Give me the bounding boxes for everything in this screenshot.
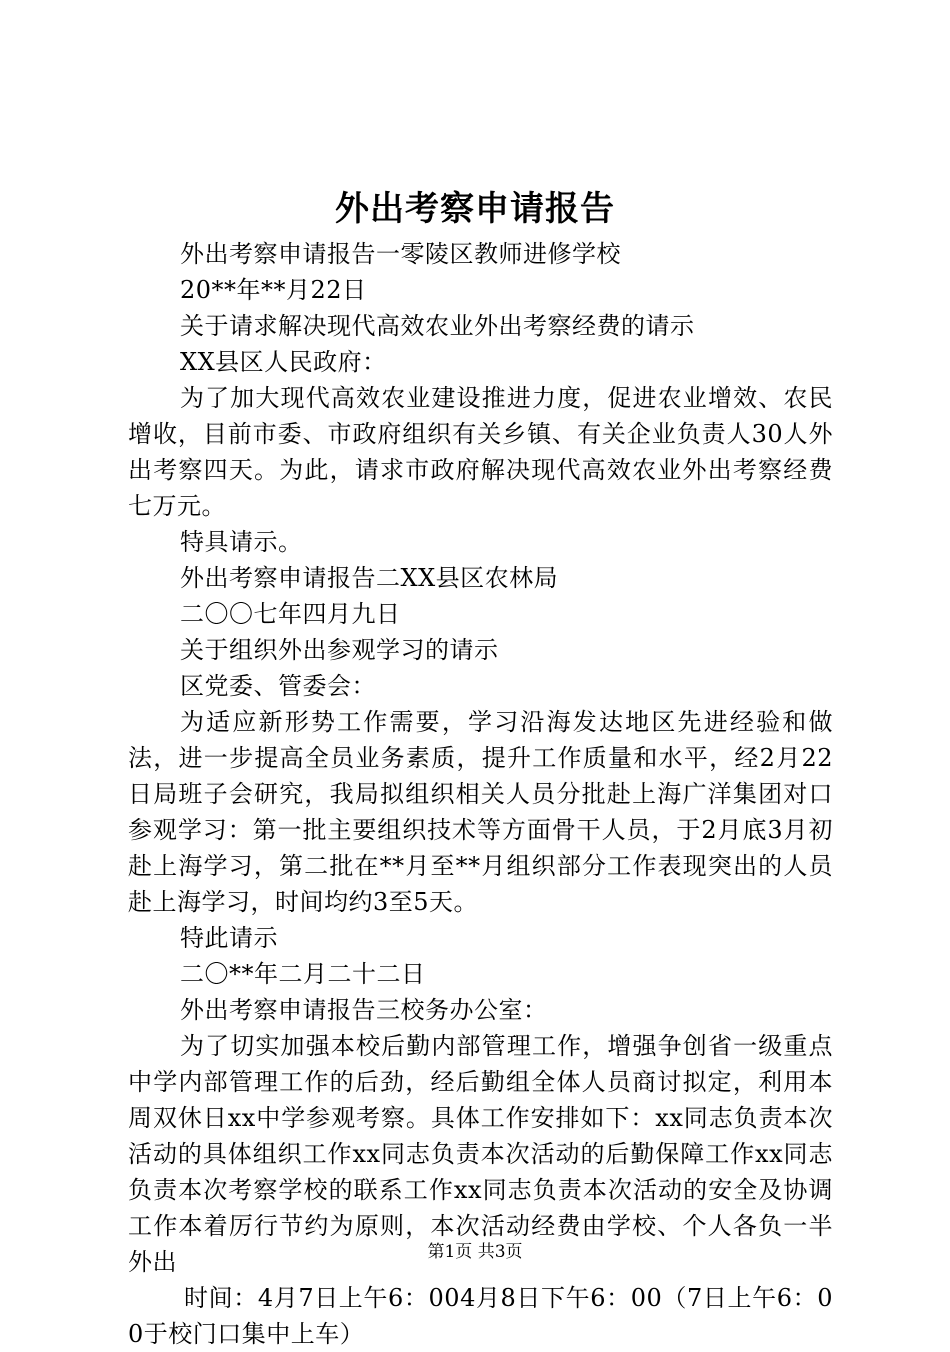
paragraph: 外出考察申请报告一零陵区教师进修学校 <box>180 240 621 268</box>
paragraph: 外出考察申请报告三校务办公室： <box>180 996 548 1024</box>
paragraph: 20**年**月22日 <box>180 276 367 304</box>
paragraph: 为了加大现代高效农业建设推进力度，促进农业增效、农民增收，目前市委、市政府组织有关乡镇、有关企业负责人30人外出考察四天。为此，请求市政府解决现代高效农业外出考察经费七万元。 <box>128 384 833 520</box>
document-title: 外出考察申请报告 <box>335 189 615 229</box>
paragraph: XX县区人民政府： <box>180 348 387 376</box>
paragraph: 特具请示。 <box>180 528 303 556</box>
paragraph: 区党委、管委会： <box>180 672 376 700</box>
paragraph: 二〇**年二月二十二日 <box>180 960 426 988</box>
paragraph: 外出考察申请报告二XX县区农林局 <box>180 564 559 592</box>
document-body <box>128 236 833 1352</box>
page-indicator: 第1页 共3页 <box>427 1242 523 1262</box>
paragraph: 关于组织外出参观学习的请示 <box>180 636 499 664</box>
paragraph: 时间：4月7日上午6：004月8日下午6：00（7日上午6：00于校门口集中上车） <box>128 1284 833 1348</box>
paragraph: 二〇〇七年四月九日 <box>180 600 401 628</box>
paragraph: 为了切实加强本校后勤内部管理工作，增强争创省一级重点中学内部管理工作的后劲，经后勤组全体人员商讨拟定，利用本周双休日xx中学参观考察。具体工作安排如下：xx同志负责本次活动的具体组织工作xx同志负责本次活动的后勤保障工作xx同志负责本次考察学校的联系工作xx同志负责本次活动的安全及协调工作本着厉行节约为原则，本次活动经费由学校、个人各负一半外出 <box>128 1032 833 1276</box>
paragraph: 关于请求解决现代高效农业外出考察经费的请示 <box>180 312 695 340</box>
paragraph: 为适应新形势工作需要，学习沿海发达地区先进经验和做法，进一步提高全员业务素质，提升工作质量和水平，经2月22日局班子会研究，我局拟组织相关人员分批赴上海广洋集团对口参观学习：第一批主要组织技术等方面骨干人员，于2月底3月初赴上海学习，第二批在**月至**月组织部分工作表现突出的人员赴上海学习，时间均约3至5天。 <box>128 708 833 916</box>
paragraph: 特此请示 <box>180 924 278 952</box>
